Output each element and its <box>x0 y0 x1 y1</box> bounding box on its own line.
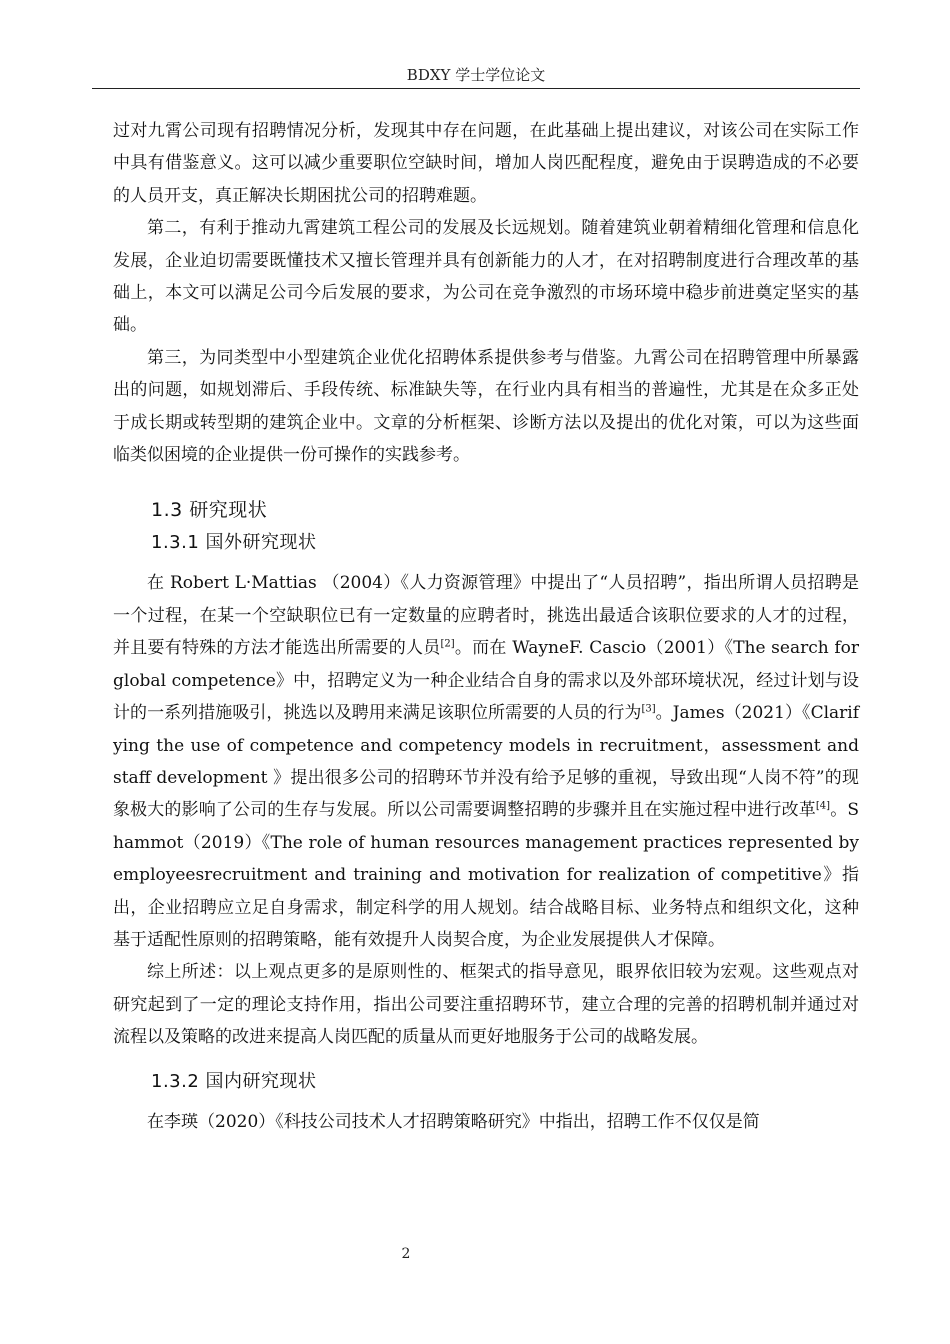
citation-ref: [3] <box>641 703 656 715</box>
page-number: 2 <box>401 1246 411 1262</box>
paragraph-text: 。而在 WayneF. Cascio（2001）《The search for global competence》中，招聘定义为一种企业结合自身的需求以及外部环境状况，经过计划与设计的一系列措施吸引，挑选以及聘用来满足该职位所需要的人员的行为 <box>113 638 859 724</box>
page-body <box>113 115 859 1138</box>
paragraph-summary: 综上所述：以上观点更多的是原则性的、框架式的指导意见，眼界依旧较为宏观。这些观点对研究起到了一定的理论支持作用，指出公司要注重招聘环节，建立合理的完善的招聘机制并通过对流程以及策略的改进来提高人岗匹配的质量从而更好地服务于公司的战略发展。 <box>113 962 859 1048</box>
paragraph-foreign-research <box>113 567 859 956</box>
paragraph-text: 。Shammot（2019）《The role of human resources management practices represented by employeesrecruitment and training and motivation for realization of competitive》指出，企业招聘应立足自身需求，制定科学的用人规划。结合战略目标、业务特点和组织文化，这种基于适配性原则的招聘策略，能有效提升人岗契合度，为企业发展提供人才保障。 <box>113 800 859 950</box>
paragraph-text: 。James（2021）《Clarifying the use of competence and competency models in recruitment，assessment and staff development 》提出很多公司的招聘环节并没有给予足够的重视，导致出现“人岗不符”的现象极大的影响了公司的生存与发展。所以公司需要调整招聘的步骤并且在实施过程中进行改革 <box>113 703 860 821</box>
section-heading-wrapper <box>113 471 859 522</box>
paragraph-continued: 过对九霄公司现有招聘情况分析，发现其中存在问题，在此基础上提出建议，对该公司在实际工作中具有借鉴意义。这可以减少重要职位空缺时间，增加人岗匹配程度，避免由于误聘造成的不必要的人员开支，真正解决长期困扰公司的招聘难题。 <box>113 121 859 206</box>
paragraph-second-point: 第二，有利于推动九霄建筑工程公司的发展及长远规划。随着建筑业朝着精细化管理和信息化发展，企业迫切需要既懂技术又擅长管理并具有创新能力的人才，在对招聘制度进行合理改革的基础上，本文可以满足公司今后发展的要求，为公司在竞争激烈的市场环境中稳步前进奠定坚实的基础。 <box>113 218 859 336</box>
subsection-heading-wrapper <box>113 515 859 567</box>
citation-ref: [4] <box>815 800 831 812</box>
subsection-heading-wrapper <box>113 1054 859 1106</box>
citation-ref: [2] <box>440 638 455 650</box>
paragraph-text: 在 Robert L·Mattias （2004）《人力资源管理》中提出了“人员招聘”，指出所谓人员招聘是一个过程，在某一个空缺职位已有一定数量的应聘者时，挑选出最适合该职位要求的人才的过程，并且要有特殊的方法才能选出所需要的人员 <box>113 573 859 659</box>
subsection-heading-1-3-1: 1.3.1 国外研究现状 <box>151 532 317 554</box>
running-header: BDXY 学士学位论文 <box>406 66 546 84</box>
subsection-heading-1-3-2: 1.3.2 国内研究现状 <box>151 1070 317 1092</box>
paragraph-third-point: 第三，为同类型中小型建筑企业优化招聘体系提供参考与借鉴。九霄公司在招聘管理中所暴露出的问题，如规划滞后、手段传统、标准缺失等，在行业内具有相当的普遍性，尤其是在众多正处于成长期或转型期的建筑企业中。文章的分析框架、诊断方法以及提出的优化对策，可以为这些面临类似困境的企业提供一份可操作的实践参考。 <box>113 347 859 466</box>
section-heading-1-3: 1.3 研究现状 <box>151 499 268 522</box>
paragraph-domestic-research: 在李瑛（2020）《科技公司技术人才招聘策略研究》中指出，招聘工作不仅仅是简 <box>147 1111 760 1132</box>
header-divider <box>92 88 860 89</box>
